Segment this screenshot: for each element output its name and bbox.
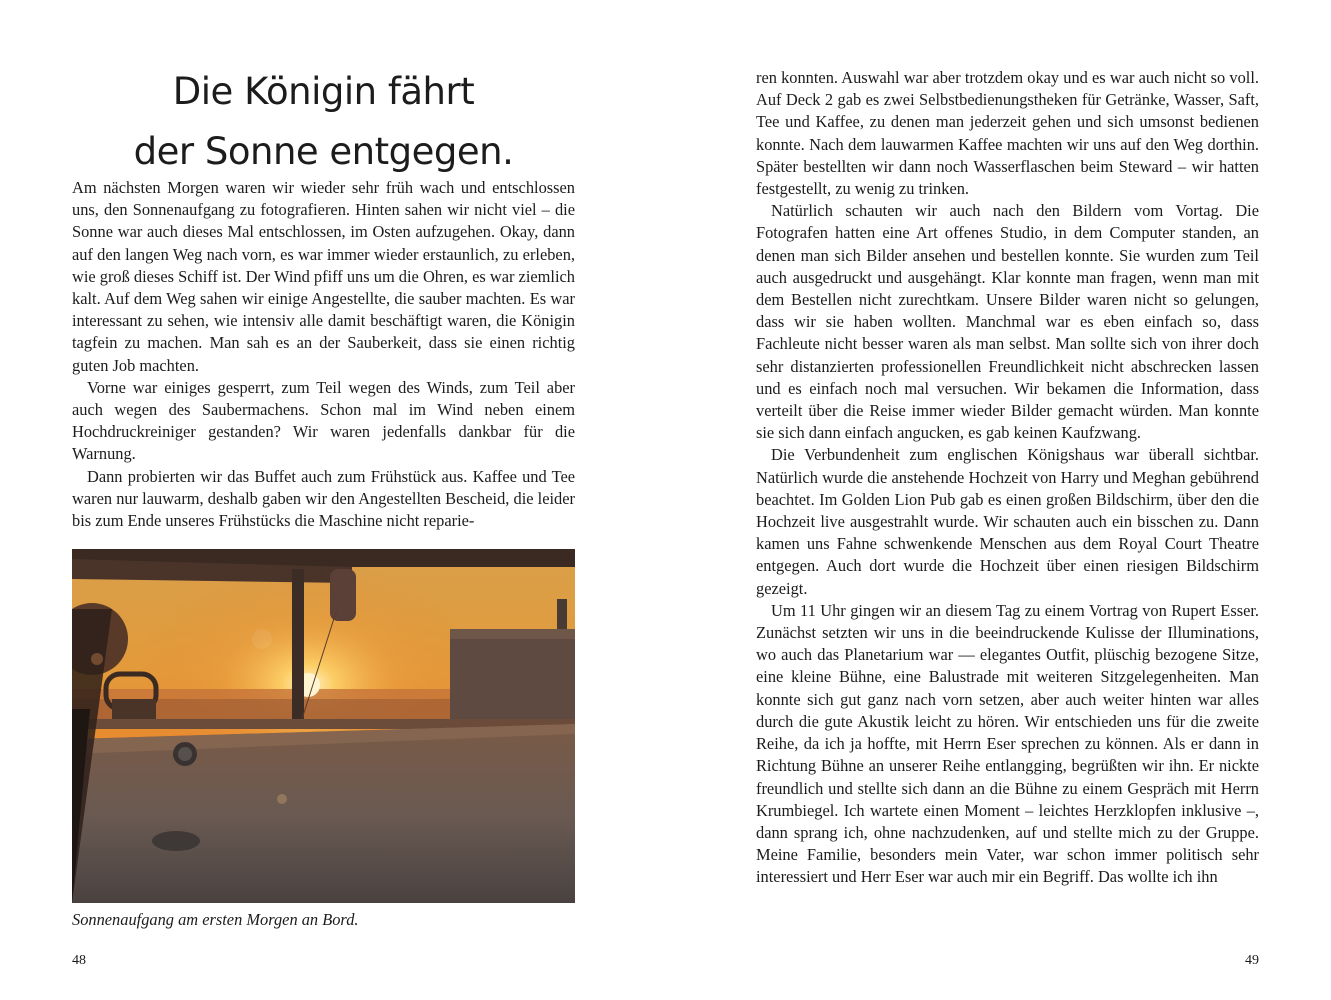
chapter-title-line-2: der Sonne entgegen.: [133, 130, 514, 173]
paragraph: ren konnten. Auswahl war aber trotzdem okay und es war auch nicht so voll. Auf Deck 2 gab es zwei Selbstbedienungstheken für Getränke, Wasser, Saft, Tee und Kaffee, zu denen man jederzeit gehen und sich umsonst bedienen konnte. Nach dem lauwarmen Kaffee machten wir uns auf den Weg dorthin. Später bestellten wir dann noch Wasserflaschen beim Steward – wir hatten festgestellt, zu wenig zu trinken.: [756, 68, 1259, 199]
page-number-left: 48: [72, 953, 86, 968]
page-number-right: 49: [1245, 953, 1259, 968]
chapter-title: [72, 62, 575, 182]
paragraph: Um 11 Uhr gingen wir an diesem Tag zu einem Vortrag von Rupert Esser. Zunächst setzten wir uns in die beeindruckende Kulisse der Illuminations, wo auch das Planetarium war — elegantes Outfit, plüschig bezogene Sitze, eine kleine Bühne, eine Balustrade mit weiteren Sitzgelegenheiten. Man konnte sich gut ganz nach vorn setzen, aber auch weiter hinten war alles durch die gute Akustik leicht zu hören. Wir entschieden uns für die zweite Reihe, da ich ja hoffte, mit Herrn Eser sprechen zu können. Als er dann in Richtung Bühne an unserer Reihe entlangging, begrüßten wir ihn. Er nickte freundlich und stellte sich dann an die Bühne zu einem Gespräch mit Herrn Krumbiegel. Ich wartete einen Moment – leichtes Herzklopfen inklusive –, dann sprang ich, ohne nachzudenken, auf und stellte mich zu der Gruppe. Meine Familie, besonders mein Vater, war schon immer politisch sehr interessiert und Herr Eser war auch mir ein Begriff. Das wollte ich ihn: [756, 600, 1259, 887]
paragraph: Vorne war einiges gesperrt, zum Teil wegen des Winds, zum Teil aber auch wegen des Saubermachens. Schon mal im Wind neben einem Hochdruckreiniger gestanden? Wir waren jedenfalls dankbar für die Warnung.: [72, 377, 575, 464]
left-body-text: [72, 177, 575, 532]
photo-caption: Sonnenaufgang am ersten Morgen an Bord.: [72, 910, 359, 929]
chapter-title-line-1: Die Königin fährt: [172, 70, 475, 113]
sunrise-photo-illustration: [72, 549, 575, 903]
paragraph: Am nächsten Morgen waren wir wieder sehr früh wach und entschlossen uns, den Sonnenaufgang zu fotografieren. Hinten sahen wir nicht viel – die Sonne war auch dieses Mal entschlossen, im Osten aufzugehen. Okay, dann auf den langen Weg nach vorn, es war immer wieder erstaunlich, zu erleben, wie groß dieses Schiff ist. Der Wind pfiff uns um die Ohren, es war ziemlich kalt. Auf dem Weg sahen wir einige Angestellte, die sauber machten. Es war interessant zu sehen, wie intensiv alle damit beschäftigt waren, die Königin tagfein zu machen. Man sah es an der Sauberkeit, dass sie einen richtig guten Job machten.: [72, 178, 575, 375]
right-page: [666, 0, 1331, 1000]
right-body-text: [756, 67, 1259, 889]
paragraph: Natürlich schauten wir auch nach den Bildern vom Vortag. Die Fotografen hatten eine Art offenes Studio, in dem Computer standen, an denen man sich Bilder ansehen und bestellen konnte. Sie wurden zum Teil auch ausgedruckt und ausgehängt. Klar konnte man fragen, wenn man mit dem Bestellen nicht zurechtkam. Unsere Bilder waren nicht so gelungen, dass wir sie haben wollten. Manchmal war es eben einfach so, dass Fachleute nicht besser waren als man selbst. Man sollte sich von ihrer doch sehr distanzierten professionellen Freundlichkeit nicht abschrecken lassen und es einfach noch mal versuchen. Wir bekamen die Information, dass verteilt über die Reise immer wieder Bilder gemacht würden. Man konnte sie sich dann einfach angucken, es gab keinen Kaufzwang.: [756, 201, 1259, 443]
paragraph: Dann probierten wir das Buffet auch zum Frühstück aus. Kaffee und Tee waren nur lauwarm, deshalb gaben wir den Angestellten Bescheid, die leider bis zum Ende unseres Frühstücks die Maschine nicht reparie-: [72, 466, 575, 531]
paragraph: Die Verbundenheit zum englischen Königshaus war überall sichtbar. Natürlich wurde die anstehende Hochzeit von Harry und Meghan gebührend beachtet. Im Golden Lion Pub gab es einen großen Bildschirm, über den die Hochzeit live ausgestrahlt wurde. Wir schauten auch ein bisschen zu. Dann kamen uns Fahne schwenkende Menschen aus dem Royal Court Theatre entgegen. Auch dort wurde die Hochzeit über einen riesigen Bildschirm gezeigt.: [756, 445, 1259, 598]
left-page: [0, 0, 665, 1000]
sunrise-photo: [72, 549, 575, 903]
